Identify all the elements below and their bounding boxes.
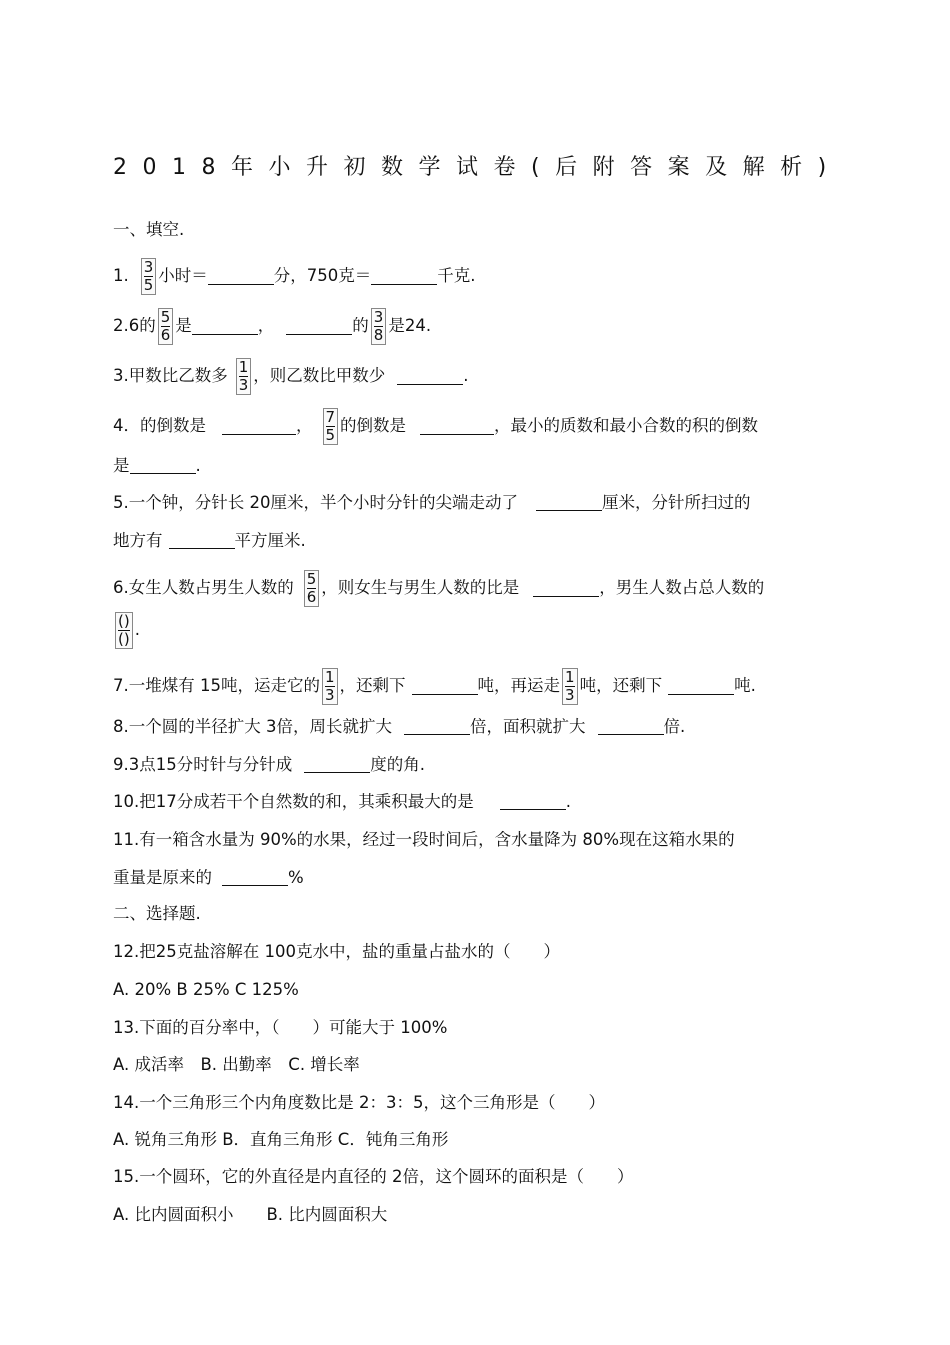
answer-blank[interactable] xyxy=(404,719,470,735)
q7-text-e: 吨. xyxy=(734,676,756,696)
q5-text-c: 地方有 xyxy=(113,531,163,550)
question-14: 14.一个三角形三个内角度数比是 2：3：5，这个三角形是（ ） xyxy=(113,1093,605,1112)
answer-blank[interactable] xyxy=(668,679,734,695)
q1-number: 1. xyxy=(113,266,129,286)
q9-text-a: 9.3点15分时针与分针成 xyxy=(113,755,293,774)
answer-blank[interactable] xyxy=(286,319,352,335)
answer-blank[interactable] xyxy=(412,679,478,695)
question-15-options[interactable]: A. 比内圆面积小 B. 比内圆面积大 xyxy=(113,1205,388,1224)
question-4 xyxy=(113,408,758,445)
fraction-blank[interactable]: $\frac{()}{()}$ xyxy=(115,612,133,649)
q7-text-c: 吨，再运走 xyxy=(477,676,561,696)
question-12: 12.把25克盐溶解在 100克水中，盐的重量占盐水的（ ） xyxy=(113,942,560,961)
q7-text-a: 7.一堆煤有 15吨，运走它的 xyxy=(113,676,320,696)
question-9 xyxy=(113,757,425,774)
answer-blank[interactable] xyxy=(420,419,494,435)
answer-blank[interactable] xyxy=(500,794,566,810)
question-14-options[interactable]: A. 锐角三角形 B．直角三角形 C．钝角三角形 xyxy=(113,1130,449,1149)
answer-blank[interactable] xyxy=(169,533,235,549)
q5-text-a: 5.一个钟，分针长 20厘米，半个小时分针的尖端走动了 xyxy=(113,493,518,512)
q8-text-a: 8.一个圆的半径扩大 3倍，周长就扩大 xyxy=(113,717,392,736)
q7-text-b: ，还剩下 xyxy=(339,676,406,696)
answer-blank[interactable] xyxy=(536,495,602,511)
q1-text-c: 分，750克＝ xyxy=(273,266,372,286)
q6-text-a: 6.女生人数占男生人数的 xyxy=(113,578,294,598)
fraction-3-5: $\frac{3}{5}$ xyxy=(141,258,157,295)
question-13-options[interactable]: A. 成活率 B. 出勤率 C. 增长率 xyxy=(113,1055,360,1074)
q6-text-b: ，则女生与男生人数的比是 xyxy=(321,578,520,598)
answer-blank[interactable] xyxy=(533,581,599,597)
q7-text-d: 吨，还剩下 xyxy=(579,676,663,696)
answer-blank[interactable] xyxy=(371,269,437,285)
question-11 xyxy=(113,832,735,849)
fraction-1-3: $\frac{1}{3}$ xyxy=(322,668,338,705)
question-15: 15.一个圆环，它的外直径是内直径的 2倍，这个圆环的面积是（ ） xyxy=(113,1167,634,1186)
question-13: 13.下面的百分率中，（ ）可能大于 100% xyxy=(113,1018,448,1037)
q3-text-a: 3.甲数比乙数多 xyxy=(113,366,228,386)
question-6 xyxy=(113,570,764,607)
q5-text-b: 厘米，分针所扫过的 xyxy=(601,493,751,512)
q4-text-c: 的倒数是 xyxy=(340,416,407,436)
q3-text-b: ，则乙数比甲数少 xyxy=(253,366,386,386)
section-choice: 二、选择题. xyxy=(113,904,201,923)
question-12-options[interactable]: A. 20% B 25% C 125% xyxy=(113,980,299,999)
q11-text-b: 重量是原来的 xyxy=(113,868,212,887)
q2-text-e: 是24. xyxy=(388,316,432,336)
answer-blank[interactable] xyxy=(598,719,664,735)
answer-blank[interactable] xyxy=(397,369,463,385)
q1-text-d: 千克. xyxy=(437,266,476,286)
q6-text-d: . xyxy=(134,620,140,640)
q4-text-b: ， xyxy=(296,416,313,436)
fraction-5-6: $\frac{5}{6}$ xyxy=(158,308,174,345)
q5-text-d: 平方厘米. xyxy=(234,531,306,550)
q10-text-a: 10.把17分成若干个自然数的和，其乘积最大的是 xyxy=(113,792,474,811)
question-1 xyxy=(113,258,476,295)
q11-text-a: 11.有一箱含水量为 90%的水果，经过一段时间后，含水量降为 80%现在这箱水果的 xyxy=(113,830,735,849)
answer-blank[interactable] xyxy=(208,269,274,285)
answer-blank[interactable] xyxy=(130,458,196,474)
q1-text-b: 小时＝ xyxy=(158,266,208,286)
answer-blank[interactable] xyxy=(222,870,288,886)
question-2 xyxy=(113,308,431,345)
q9-text-b: 度的角. xyxy=(370,755,425,774)
q4-text-f: . xyxy=(195,456,201,475)
question-3 xyxy=(113,358,469,395)
question-5 xyxy=(113,495,750,512)
question-4-cont xyxy=(113,458,201,475)
page-title: 2018年小升初数学试卷(后附答案及解析) xyxy=(113,155,842,180)
q2-text-d: 的 xyxy=(352,316,369,336)
answer-blank[interactable] xyxy=(192,319,258,335)
section-fill-in: 一、填空. xyxy=(113,220,185,239)
q8-text-b: 倍，面积就扩大 xyxy=(470,717,586,736)
question-10 xyxy=(113,794,571,811)
q2-text-a: 2.6的 xyxy=(113,316,156,336)
question-11-cont xyxy=(113,870,304,887)
fraction-7-5: $\frac{7}{5}$ xyxy=(323,408,339,445)
q10-text-b: . xyxy=(565,792,571,811)
q4-text-e: 是 xyxy=(113,456,130,475)
fraction-1-3: $\frac{1}{3}$ xyxy=(562,668,578,705)
fraction-1-3: $\frac{1}{3}$ xyxy=(236,358,252,395)
q8-text-c: 倍. xyxy=(663,717,686,736)
answer-blank[interactable] xyxy=(222,419,296,435)
q2-text-c: ， xyxy=(257,316,275,336)
question-5-cont xyxy=(113,533,306,550)
q3-text-c: . xyxy=(463,366,469,386)
q2-text-b: 是 xyxy=(175,316,192,336)
question-6-cont xyxy=(113,612,140,649)
answer-blank[interactable] xyxy=(304,757,370,773)
fraction-3-8: $\frac{3}{8}$ xyxy=(371,308,387,345)
q4-text-a: 4．的倒数是 xyxy=(113,416,206,436)
fraction-5-6: $\frac{5}{6}$ xyxy=(304,570,320,607)
q11-text-c: % xyxy=(288,868,304,887)
question-7 xyxy=(113,668,756,705)
q4-text-d: ，最小的质数和最小合数的积的倒数 xyxy=(494,416,759,436)
q6-text-c: ，男生人数占总人数的 xyxy=(599,578,765,598)
question-8 xyxy=(113,719,685,736)
